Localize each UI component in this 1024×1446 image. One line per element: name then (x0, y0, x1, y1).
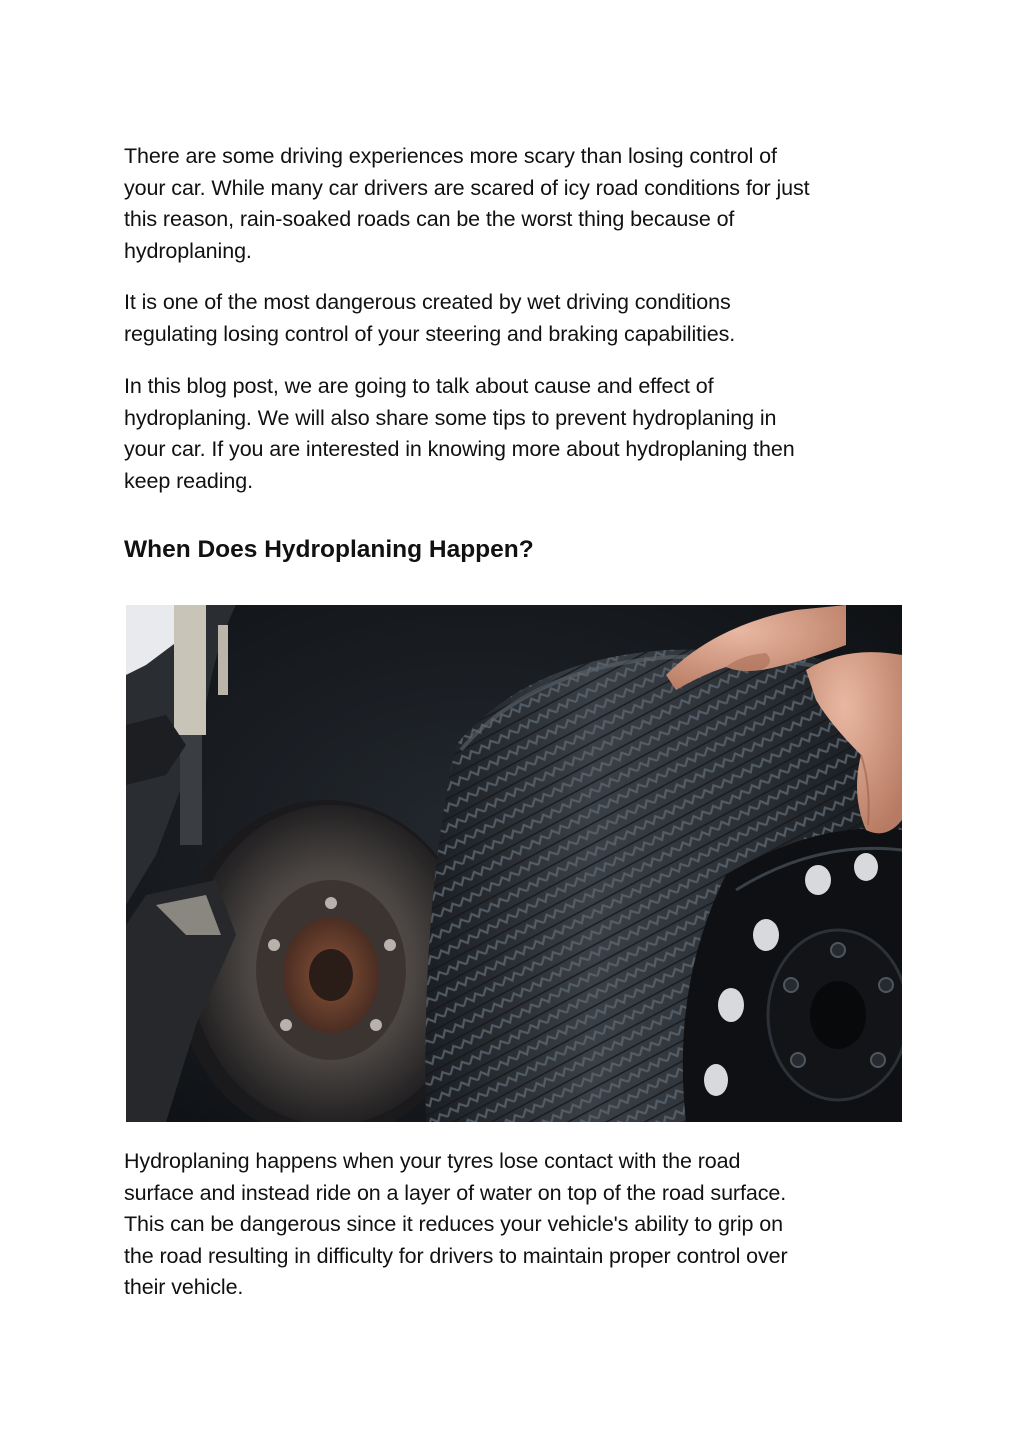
text-line: Hydroplaning happens when your tyres lose contact with the road (124, 1149, 741, 1173)
text-line: There are some driving experiences more scary than losing control of (124, 144, 777, 168)
photo-illustration (126, 605, 902, 1122)
rim-bore (810, 981, 866, 1049)
suspension-strut (174, 605, 206, 735)
intro-paragraph (124, 141, 914, 267)
text-line: In this blog post, we are going to talk about cause and effect of (124, 374, 714, 398)
text-line: your car. If you are interested in knowing more about hydroplaning then (124, 437, 795, 462)
brake-line (218, 625, 228, 695)
definition-paragraph (124, 1146, 914, 1304)
section-heading: When Does Hydroplaning Happen? (124, 536, 534, 563)
text-line: hydroplaning. We will also share some tips to prevent hydroplaning in (124, 405, 777, 430)
text-line: hydroplaning. (124, 238, 252, 263)
suspension-rod (180, 735, 202, 845)
text-line: their vehicle. (124, 1275, 244, 1300)
tyre-and-brake-disc-photo (126, 605, 902, 1122)
text-line: This can be dangerous since it reduces your vehicle's ability to grip on (124, 1212, 783, 1237)
text-line: the road resulting in difficulty for drivers to maintain proper control over (124, 1243, 788, 1268)
blog-paragraph (124, 371, 914, 497)
danger-paragraph (124, 287, 914, 350)
text-line: surface and instead ride on a layer of water on top of the road surface. (124, 1180, 787, 1205)
text-line: your car. While many car drivers are scared of icy road conditions for just (124, 175, 810, 200)
text-line: keep reading. (124, 468, 253, 493)
text-line: It is one of the most dangerous created by wet driving conditions (124, 290, 731, 314)
text-line: this reason, rain-soaked roads can be the worst thing because of (124, 207, 735, 232)
hub-center (309, 949, 353, 1001)
text-line: regulating losing control of your steering and braking capabilities. (124, 321, 736, 346)
